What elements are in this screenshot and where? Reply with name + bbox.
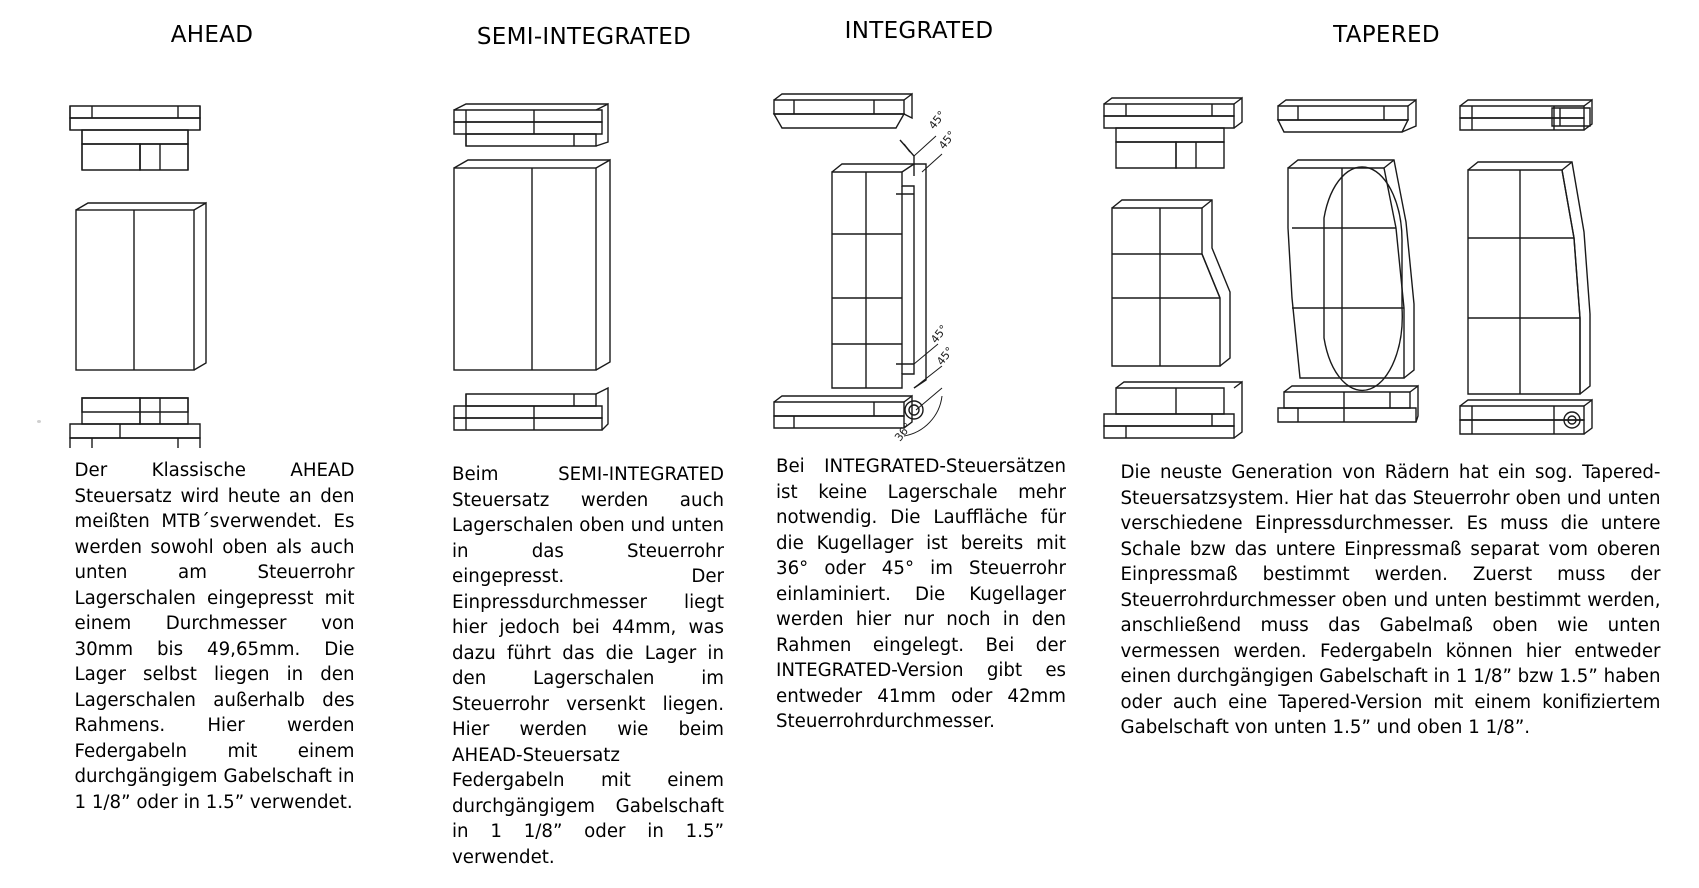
tapered-variant-3 — [1460, 100, 1592, 434]
semi-lower-cup — [454, 388, 608, 430]
tapered-variant-2 — [1278, 100, 1418, 422]
column-semi-integrated — [414, 0, 754, 888]
angle-label-top-lower: 45° — [936, 128, 959, 152]
column-title-ahead: AHEAD — [170, 22, 254, 48]
integrated-top-cap — [774, 94, 912, 128]
semi-integrated-headset-cross-section — [414, 50, 754, 450]
caption-integrated: Bei INTEGRATED-Steuersätzen ist keine Lagerschale mehr notwendig. Die Lauffläche für die Kugellager ist bereits mit 36° oder 45° im Steuerrohr einlaminiert. Die Kugellager werden hier nur noch in den Rahmen eingelegt. Bei der INTEGRATED-Version gibt es entweder 41mm oder 42mm Steuerrohrdurchmesser. — [776, 456, 1072, 732]
ahead-headset-cross-section — [10, 48, 414, 448]
tapered-variant-1 — [1104, 98, 1242, 438]
column-integrated — [754, 0, 1084, 888]
integrated-bottom-cap — [774, 396, 923, 428]
caption-semi-integrated: Beim SEMI-INTEGRATED Steuersatz werden auch Lagerschalen oben und unten in das Steuerrohr eingepresst. Der Einpressdurchmesser liegt hier jedoch bei 44mm, was dazu führt das die Lager in den Lagerschalen im Steuerrohr versenkt liegen. Hier werden wie beim AHEAD-Steuersatz Federgabeln mit einem durchgängigem Gabelschaft in 1 1/8” oder in 1.5” verwendet. — [452, 464, 730, 868]
column-ahead — [10, 0, 414, 888]
angle-label-bottom-lower: 36° — [892, 420, 915, 444]
ahead-lower-cup — [70, 398, 200, 448]
ahead-upper-cup — [70, 106, 200, 170]
integrated-head-tube — [832, 164, 926, 388]
column-title-semi-integrated: SEMI-INTEGRATED — [476, 24, 692, 50]
angle-label-top-upper: 45° — [926, 108, 949, 132]
semi-head-tube — [454, 160, 610, 370]
column-tapered — [1084, 0, 1689, 888]
tapered-headset-cross-sections — [1084, 48, 1689, 448]
caption-tapered: Die neuste Generation von Rädern hat ein sog. Tapered-Steuersatzsystem. Hier hat das Steuerrohr oben und unten verschiedene Einpressdurchmesser. Es muss die untere Schale bzw das untere Einpressmaß separat vom oberen Einpressmaß bestimmt werden. Zuerst muss der Steuerrohrdurchmesser oben und unten bestimmt werden, anschließend muss das Gabelmaß oben wie unten vermessen werden. Federgabeln können hier entweder einen durchgängigen Gabelschaft in 1 1/8” bzw 1.5” haben oder auch eine Tapered-Version mit einem konifiziertem Gabelschaft von unten 1.5” und oben 1 1/8”. — [1120, 462, 1667, 738]
angle-label-bottom-upper: 45° — [928, 322, 951, 346]
ahead-head-tube — [76, 203, 206, 370]
caption-ahead: Der Klassische AHEAD Steuersatz wird heute an den meißten MTB´sverwendet. Es werden sowohl oben als auch unten am Steuerrohr Lagerschalen eingepresst mit einem Durchmesser von 30mm bis 49,65mm. Die Lager selbst liegen in den Lagerschalen außerhalb des Rahmens. Hier werden Federgabeln mit einem durchgängigem Gabelschaft in 1 1/8” oder in 1.5” verwendet. — [74, 460, 361, 813]
integrated-headset-cross-section — [754, 44, 1084, 444]
column-title-tapered: TAPERED — [1333, 22, 1440, 48]
column-title-integrated: INTEGRATED — [844, 18, 994, 44]
angle-label-bottom-mid: 45° — [934, 344, 957, 368]
integrated-upper-bearing-seat — [900, 140, 914, 176]
semi-upper-cup — [454, 104, 608, 146]
integrated-angle-annotations — [904, 136, 942, 436]
